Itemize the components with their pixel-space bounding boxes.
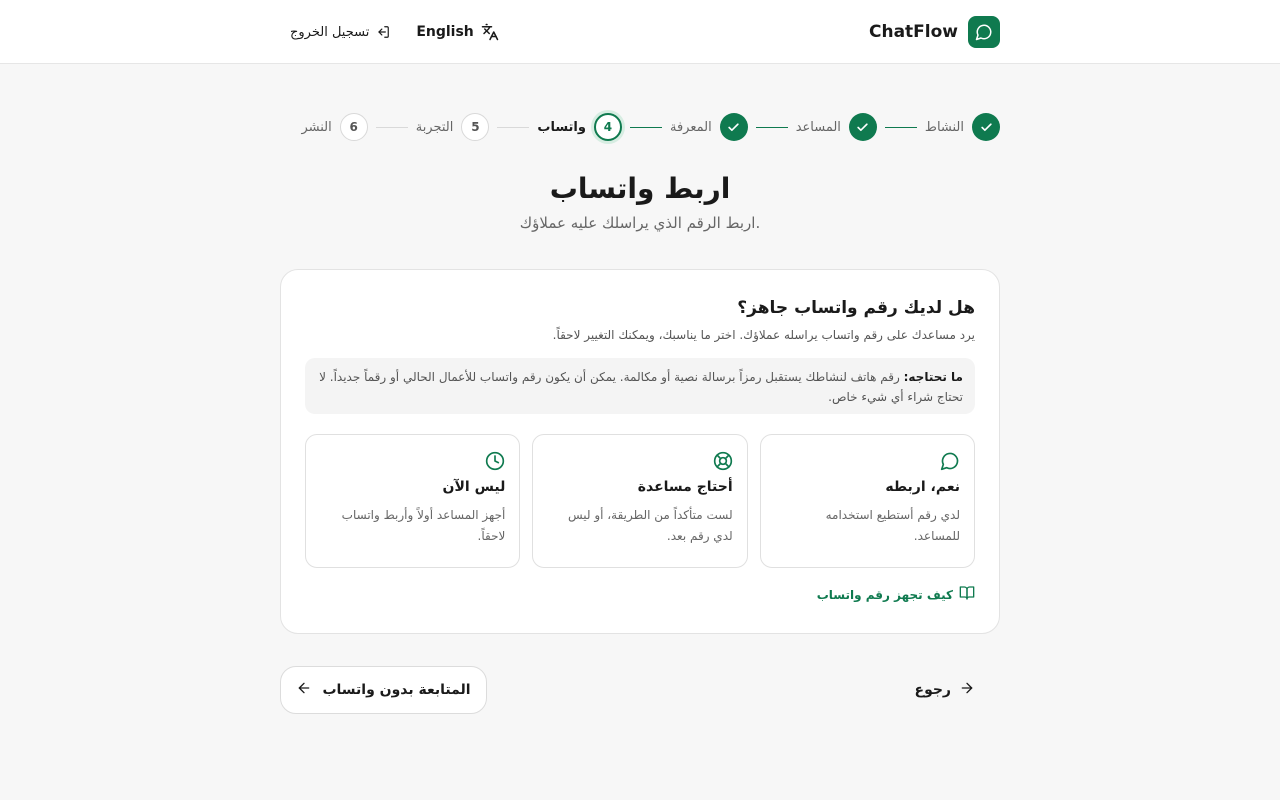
check-icon [972,113,1000,141]
step-connector [756,127,788,128]
option-description: أجهز المساعد أولاً وأربط واتساب لاحقاً. [341,508,506,543]
whatsapp-question-card [280,269,1000,634]
book-open-icon [959,585,975,604]
top-header [0,0,1280,64]
step-label: النشر [301,119,332,135]
check-icon [720,113,748,141]
option-title: نعم، اربطه [885,479,960,495]
option-yes-connect[interactable] [760,434,975,568]
step-connector [630,127,662,128]
skip-label: المتابعة بدون واتساب [322,682,471,698]
message-circle-icon [775,451,960,473]
step-number: 5 [461,113,489,141]
brand[interactable] [869,16,1000,48]
step-activity[interactable] [925,113,1000,141]
step-connector [497,127,529,128]
whatsapp-setup-guide-link[interactable] [817,585,975,604]
page-title: اربط واتساب [549,172,731,205]
continue-without-whatsapp-button[interactable] [280,666,487,714]
step-connector [376,127,408,128]
arrow-left-icon [296,680,312,700]
log-out-icon [376,25,390,39]
option-list [305,434,975,568]
step-assistant[interactable] [796,113,877,141]
option-description: لست متأكداً من الطريقة، أو ليس لدي رقم بعد. [567,508,733,543]
chat-bubble-icon [968,16,1000,48]
step-trial[interactable] [416,113,490,141]
brand-name: ChatFlow [868,22,958,42]
step-label: التجربة [415,119,454,135]
back-label: رجوع [914,682,951,698]
translate-icon [481,23,499,41]
page-subtitle: اربط الرقم الذي يراسلك عليه عملاؤك. [519,214,761,232]
step-publish[interactable] [301,113,367,141]
option-need-help[interactable] [532,434,747,568]
step-whatsapp[interactable] [537,113,622,141]
check-icon [849,113,877,141]
step-label: واتساب [537,119,586,135]
info-text: رقم هاتف لنشاطك يستقبل رمزاً برسالة نصية أو مكالمة. يمكن أن يكون رقم واتساب للأعمال الحالي أو رقماً جديداً. لا تحتاج شراء أي شيء خاص. [319,370,963,404]
card-description: يرد مساعدك على رقم واتساب يراسله عملاؤك. اختر ما يناسبك، ويمكنك التغيير لاحقاً. [552,328,975,342]
logout-label: تسجيل الخروج [290,24,370,40]
onboarding-stepper [301,113,1000,141]
language-label: English [416,24,474,40]
guide-link-label: كيف تجهز رقم واتساب [816,587,953,602]
step-knowledge[interactable] [670,113,748,141]
option-description: لدي رقم أستطيع استخدامه للمساعد. [825,508,960,543]
logout-button[interactable] [290,25,390,40]
option-title: ليس الآن [442,479,506,495]
arrow-right-icon [959,680,975,700]
language-switch-button[interactable] [416,23,498,41]
step-label: المساعد [795,119,841,135]
requirements-info-box [305,358,975,414]
step-connector [885,127,917,128]
step-label: المعرفة [669,119,712,135]
step-number: 4 [594,113,622,141]
option-not-now[interactable] [305,434,520,568]
step-label: النشاط [924,119,964,135]
step-number: 6 [340,113,368,141]
clock-icon [320,451,505,473]
life-buoy-icon [547,451,732,473]
option-title: أحتاج مساعدة [637,479,733,495]
back-button[interactable] [915,678,976,702]
card-title: هل لديك رقم واتساب جاهز؟ [737,298,975,318]
info-label: ما تحتاجه: [903,370,963,384]
